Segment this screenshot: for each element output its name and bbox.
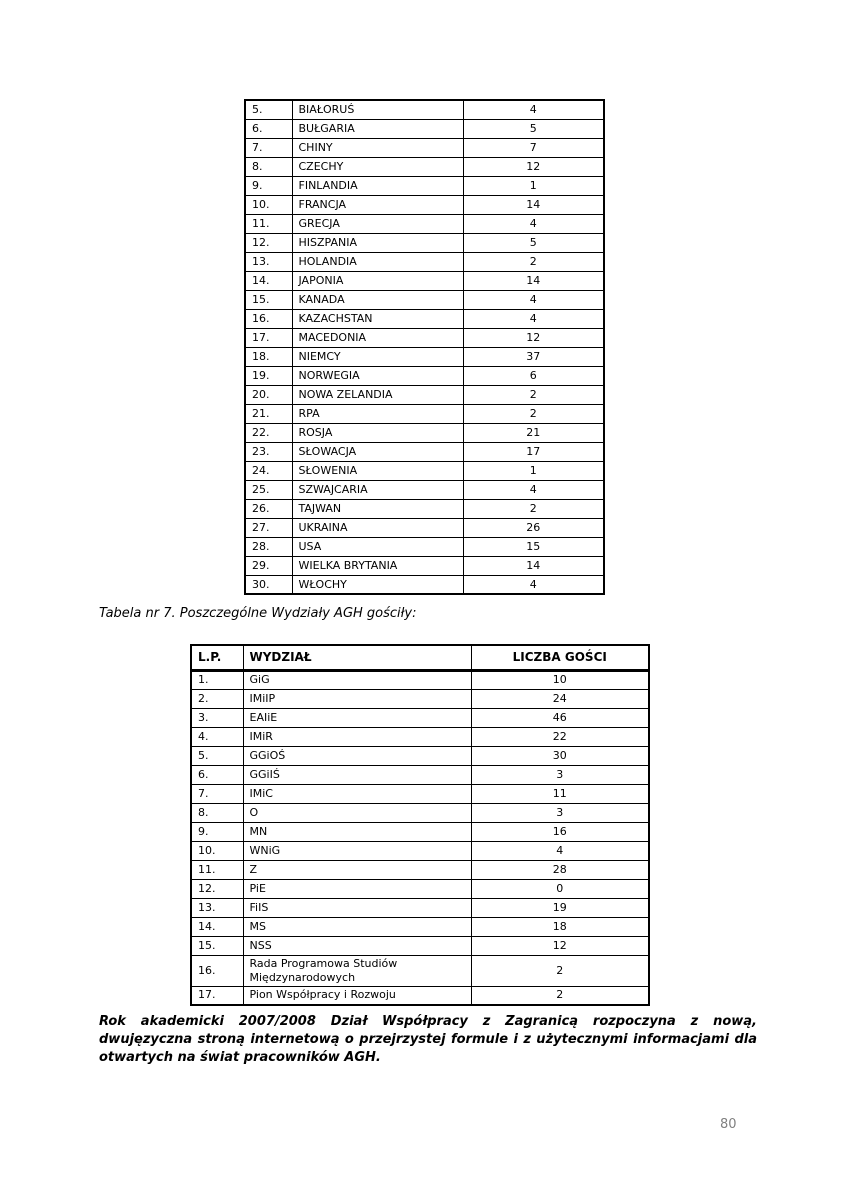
table-row [245,309,604,328]
faculty-name-cell: EAIiE [243,708,471,727]
table-row [191,986,649,1005]
table-row [191,917,649,936]
faculty-name-cell: IMiR [243,727,471,746]
country-name-cell: CZECHY [292,157,463,176]
guest-count-cell: 37 [463,347,604,366]
table-row [245,252,604,271]
row-number-cell: 29. [245,556,292,575]
table-row [245,328,604,347]
country-name-cell: HOLANDIA [292,252,463,271]
country-name-cell: KANADA [292,290,463,309]
guest-count-cell: 15 [463,537,604,556]
guest-count-cell: 30 [471,746,649,765]
page-number: 80 [720,1117,737,1132]
row-number-cell: 21. [245,404,292,423]
country-name-cell: JAPONIA [292,271,463,290]
row-number-cell: 12. [245,233,292,252]
table-row [245,157,604,176]
row-number-cell: 7. [191,784,243,803]
country-name-cell: MACEDONIA [292,328,463,347]
table-row [245,290,604,309]
table-row [245,233,604,252]
column-header-liczba-gosci: LICZBA GOŚCI [471,645,649,670]
guest-count-cell: 2 [471,986,649,1005]
row-number-cell: 25. [245,480,292,499]
table-row [191,784,649,803]
row-number-cell: 4. [191,727,243,746]
faculty-name-cell: NSS [243,936,471,955]
row-number-cell: 27. [245,518,292,537]
guest-count-cell: 22 [471,727,649,746]
table-row [245,100,604,119]
table-row [191,822,649,841]
country-name-cell: NIEMCY [292,347,463,366]
row-number-cell: 5. [245,100,292,119]
country-name-cell: GRECJA [292,214,463,233]
faculty-name-cell: Z [243,860,471,879]
table-row [245,347,604,366]
faculty-name-cell: MS [243,917,471,936]
row-number-cell: 14. [245,271,292,290]
table-row [191,746,649,765]
guest-count-cell: 0 [471,879,649,898]
country-name-cell: WŁOCHY [292,575,463,594]
country-name-cell: CHINY [292,138,463,157]
guest-count-cell: 2 [463,252,604,271]
guest-count-cell: 5 [463,233,604,252]
table-row [191,955,649,986]
guest-count-cell: 46 [471,708,649,727]
table-row [245,214,604,233]
guest-count-cell: 4 [463,214,604,233]
row-number-cell: 2. [191,689,243,708]
guest-count-cell: 26 [463,518,604,537]
table-row [245,518,604,537]
guest-count-cell: 6 [463,366,604,385]
faculty-name-cell: PiE [243,879,471,898]
faculty-name-cell: Rada Programowa Studiów Międzynarodowych [243,955,471,986]
row-number-cell: 3. [191,708,243,727]
faculty-name-cell: IMiC [243,784,471,803]
table-row [245,575,604,594]
faculties-guests-table [190,644,650,1006]
guest-count-cell: 4 [471,841,649,860]
table-row [191,708,649,727]
country-name-cell: HISZPANIA [292,233,463,252]
guest-count-cell: 12 [463,328,604,347]
row-number-cell: 30. [245,575,292,594]
table-row [191,727,649,746]
row-number-cell: 16. [245,309,292,328]
country-name-cell: NORWEGIA [292,366,463,385]
faculty-name-cell: GGiIŚ [243,765,471,784]
guest-count-cell: 4 [463,575,604,594]
table-row [245,423,604,442]
row-number-cell: 6. [245,119,292,138]
guest-count-cell: 14 [463,556,604,575]
guest-count-cell: 11 [471,784,649,803]
country-name-cell: BIAŁORUŚ [292,100,463,119]
row-number-cell: 24. [245,461,292,480]
country-name-cell: NOWA ZELANDIA [292,385,463,404]
faculty-name-cell: FiIS [243,898,471,917]
country-name-cell: TAJWAN [292,499,463,518]
guest-count-cell: 21 [463,423,604,442]
row-number-cell: 26. [245,499,292,518]
row-number-cell: 28. [245,537,292,556]
table-row [191,898,649,917]
row-number-cell: 22. [245,423,292,442]
row-number-cell: 23. [245,442,292,461]
faculty-name-cell: O [243,803,471,822]
table-row [191,860,649,879]
table-row [245,366,604,385]
faculty-name-cell: GGiOŚ [243,746,471,765]
row-number-cell: 14. [191,917,243,936]
guest-count-cell: 17 [463,442,604,461]
row-number-cell: 8. [245,157,292,176]
row-number-cell: 20. [245,385,292,404]
table-row [245,176,604,195]
country-name-cell: SZWAJCARIA [292,480,463,499]
guest-count-cell: 2 [463,499,604,518]
table-row [245,461,604,480]
closing-paragraph: Rok akademicki 2007/2008 Dział Współpracy z Zagranicą rozpoczyna z nową, dwujęzyczna stroną internetową o przejrzystej formule i z użytecznymi informacjami dla otwartych na świat pracowników AGH. [99,1014,757,1065]
country-name-cell: FRANCJA [292,195,463,214]
row-number-cell: 5. [191,746,243,765]
table-row [191,765,649,784]
table-row [245,271,604,290]
country-name-cell: USA [292,537,463,556]
table-row [191,803,649,822]
guest-count-cell: 12 [471,936,649,955]
row-number-cell: 19. [245,366,292,385]
faculty-name-cell: Pion Współpracy i Rozwoju [243,986,471,1005]
country-name-cell: SŁOWACJA [292,442,463,461]
table-row [245,119,604,138]
guest-count-cell: 2 [463,385,604,404]
table-row [245,404,604,423]
table-row [191,841,649,860]
table-row [191,670,649,689]
faculty-name-cell: GiG [243,670,471,689]
guest-count-cell: 2 [471,955,649,986]
guest-count-cell: 3 [471,765,649,784]
row-number-cell: 15. [191,936,243,955]
faculty-name-cell: MN [243,822,471,841]
row-number-cell: 15. [245,290,292,309]
guest-count-cell: 4 [463,480,604,499]
table-row [245,556,604,575]
countries-guests-table [244,99,605,595]
country-name-cell: ROSJA [292,423,463,442]
row-number-cell: 9. [191,822,243,841]
guest-count-cell: 24 [471,689,649,708]
table-header-row [191,645,649,670]
row-number-cell: 16. [191,955,243,986]
row-number-cell: 10. [191,841,243,860]
guest-count-cell: 14 [463,195,604,214]
guest-count-cell: 4 [463,309,604,328]
guest-count-cell: 16 [471,822,649,841]
row-number-cell: 9. [245,176,292,195]
guest-count-cell: 4 [463,290,604,309]
row-number-cell: 1. [191,670,243,689]
row-number-cell: 12. [191,879,243,898]
country-name-cell: UKRAINA [292,518,463,537]
guest-count-cell: 3 [471,803,649,822]
table-row [245,537,604,556]
table-row [245,195,604,214]
row-number-cell: 17. [245,328,292,347]
guest-count-cell: 1 [463,176,604,195]
faculty-name-cell: WNiG [243,841,471,860]
row-number-cell: 11. [191,860,243,879]
table-row [245,499,604,518]
guest-count-cell: 1 [463,461,604,480]
faculty-name-cell: IMiIP [243,689,471,708]
country-name-cell: SŁOWENIA [292,461,463,480]
row-number-cell: 10. [245,195,292,214]
country-name-cell: RPA [292,404,463,423]
row-number-cell: 7. [245,138,292,157]
table-row [245,138,604,157]
table-row [191,879,649,898]
guest-count-cell: 14 [463,271,604,290]
guest-count-cell: 12 [463,157,604,176]
table-row [245,385,604,404]
column-header-lp: L.P. [191,645,243,670]
table-caption: Tabela nr 7. Poszczególne Wydziały AGH gościły: [99,606,417,621]
guest-count-cell: 10 [471,670,649,689]
table-row [245,442,604,461]
guest-count-cell: 28 [471,860,649,879]
row-number-cell: 13. [245,252,292,271]
row-number-cell: 8. [191,803,243,822]
country-name-cell: KAZACHSTAN [292,309,463,328]
row-number-cell: 17. [191,986,243,1005]
table-row [191,689,649,708]
row-number-cell: 18. [245,347,292,366]
country-name-cell: BUŁGARIA [292,119,463,138]
row-number-cell: 13. [191,898,243,917]
row-number-cell: 11. [245,214,292,233]
guest-count-cell: 19 [471,898,649,917]
country-name-cell: FINLANDIA [292,176,463,195]
guest-count-cell: 2 [463,404,604,423]
country-name-cell: WIELKA BRYTANIA [292,556,463,575]
table-row [191,936,649,955]
guest-count-cell: 7 [463,138,604,157]
column-header-wydzial: WYDZIAŁ [243,645,471,670]
guest-count-cell: 5 [463,119,604,138]
guest-count-cell: 4 [463,100,604,119]
row-number-cell: 6. [191,765,243,784]
table-row [245,480,604,499]
guest-count-cell: 18 [471,917,649,936]
